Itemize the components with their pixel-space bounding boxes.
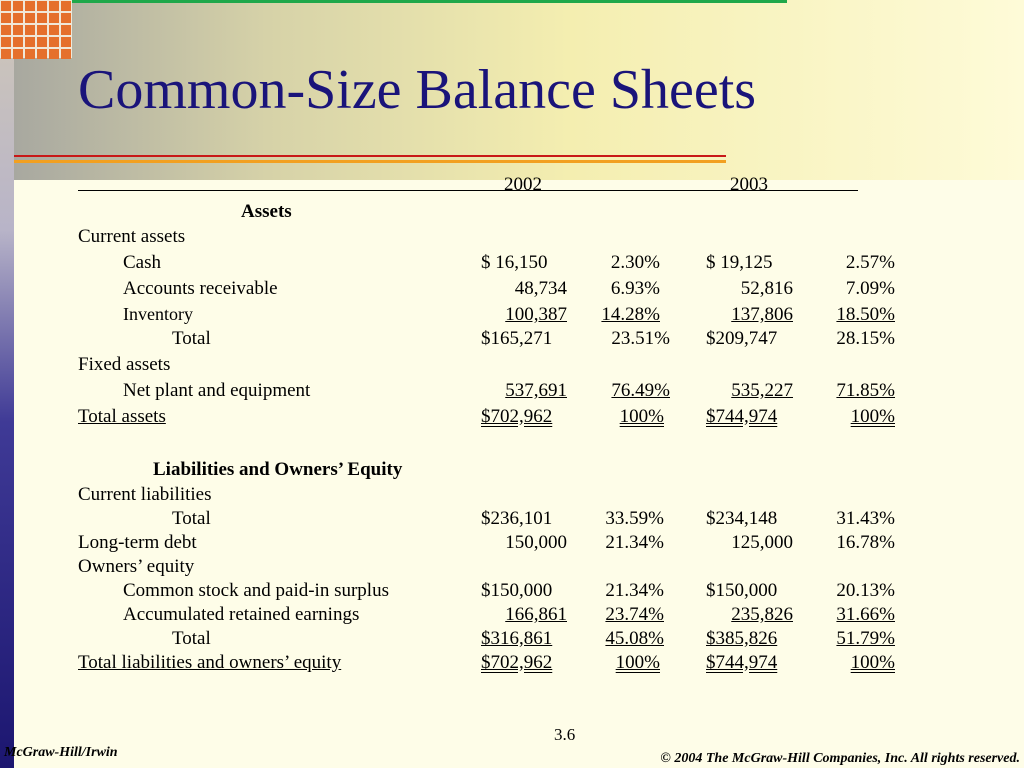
current-liabilities-total-2002-pct: 33.59% bbox=[605, 508, 664, 529]
current-assets-total-2002: $165,271 bbox=[481, 328, 553, 349]
ar-label: Accounts receivable bbox=[123, 278, 278, 299]
grid-cell bbox=[49, 25, 59, 35]
grid-cell bbox=[61, 1, 71, 11]
grid-cell bbox=[25, 1, 35, 11]
npe-2002-value: 537,691 bbox=[505, 380, 567, 401]
stock-2002-value: $150,000 bbox=[481, 580, 553, 601]
total-assets-label: Total assets bbox=[78, 406, 166, 427]
grid-decoration bbox=[0, 0, 72, 58]
grid-cell bbox=[49, 1, 59, 11]
npe-2003-value: 535,227 bbox=[731, 380, 793, 401]
ltd-label: Long-term debt bbox=[78, 532, 197, 553]
retained-2003-value: 235,826 bbox=[731, 604, 793, 625]
grid-cell bbox=[1, 13, 11, 23]
total-assets-2002-pct: 100% bbox=[619, 406, 664, 427]
npe-label: Net plant and equipment bbox=[123, 380, 311, 401]
cash-label: Cash bbox=[123, 252, 161, 273]
cash-2003-value: $ 19,125 bbox=[706, 252, 773, 273]
ar-2003-pct: 7.09% bbox=[845, 278, 895, 299]
ar-2003-value: 52,816 bbox=[740, 278, 793, 299]
current-assets-total-2003: $209,747 bbox=[706, 328, 778, 349]
total-assets-2003-pct: 100% bbox=[850, 406, 895, 427]
ltd-2002-pct: 21.34% bbox=[605, 532, 664, 553]
total-liabilities-equity-2002: $702,962 bbox=[481, 652, 553, 673]
grid-cell bbox=[61, 49, 71, 59]
grid-cell bbox=[1, 25, 11, 35]
retained-label: Accumulated retained earnings bbox=[123, 604, 360, 625]
total-liabilities-equity-2003-pct: 100% bbox=[850, 652, 895, 673]
assets-heading: Assets bbox=[241, 201, 292, 222]
grid-cell bbox=[13, 25, 23, 35]
left-accent-bar bbox=[0, 0, 14, 768]
current-liabilities-label: Current liabilities bbox=[78, 484, 212, 505]
cash-2003-pct: 2.57% bbox=[845, 252, 895, 273]
ar-2002-pct: 6.93% bbox=[610, 278, 660, 299]
grid-cell bbox=[37, 37, 47, 47]
page-number: 3.6 bbox=[554, 725, 576, 744]
title-underline-orange bbox=[14, 160, 726, 163]
grid-cell bbox=[13, 37, 23, 47]
grid-cell bbox=[1, 37, 11, 47]
owners-equity-label: Owners’ equity bbox=[78, 556, 195, 577]
inventory-2002-pct: 14.28% bbox=[601, 304, 660, 325]
grid-cell bbox=[25, 37, 35, 47]
retained-2002-value: 166,861 bbox=[505, 604, 567, 625]
current-assets-total-2003-pct: 28.15% bbox=[836, 328, 895, 349]
current-assets-total-2002-pct: 23.51% bbox=[611, 328, 670, 349]
cash-2002-pct: 2.30% bbox=[610, 252, 660, 273]
owners-equity-total-2003-pct: 51.79% bbox=[836, 628, 895, 649]
copyright-footer: © 2004 The McGraw-Hill Companies, Inc. All rights reserved. bbox=[660, 751, 1020, 766]
publisher-footer: McGraw-Hill/Irwin bbox=[4, 745, 118, 760]
liabilities-heading: Liabilities and Owners’ Equity bbox=[153, 459, 403, 480]
owners-equity-total-2002: $316,861 bbox=[481, 628, 553, 649]
grid-cell bbox=[25, 49, 35, 59]
grid-cell bbox=[61, 25, 71, 35]
ltd-2003-pct: 16.78% bbox=[836, 532, 895, 553]
grid-cell bbox=[49, 13, 59, 23]
total-liabilities-equity-2002-pct: 100% bbox=[615, 652, 660, 673]
ltd-2003-value: 125,000 bbox=[731, 532, 793, 553]
current-liabilities-total-2003-pct: 31.43% bbox=[836, 508, 895, 529]
stock-2002-pct: 21.34% bbox=[605, 580, 664, 601]
owners-equity-total-2002-pct: 45.08% bbox=[605, 628, 664, 649]
title-underline-red bbox=[14, 155, 726, 157]
slide-title: Common-Size Balance Sheets bbox=[78, 59, 757, 121]
npe-2003-pct: 71.85% bbox=[836, 380, 895, 401]
grid-cell bbox=[61, 37, 71, 47]
grid-cell bbox=[13, 1, 23, 11]
grid-cell bbox=[13, 13, 23, 23]
current-assets-label: Current assets bbox=[78, 226, 186, 247]
current-liabilities-total-2002: $236,101 bbox=[481, 508, 553, 529]
grid-cell bbox=[25, 13, 35, 23]
grid-cell bbox=[61, 13, 71, 23]
total-assets-2002: $702,962 bbox=[481, 406, 553, 427]
npe-2002-pct: 76.49% bbox=[611, 380, 670, 401]
inventory-label: Inventory bbox=[123, 304, 193, 324]
grid-cell bbox=[49, 37, 59, 47]
grid-cell bbox=[25, 25, 35, 35]
grid-cell bbox=[37, 13, 47, 23]
inventory-2003-pct: 18.50% bbox=[836, 304, 895, 325]
total-assets-2003: $744,974 bbox=[706, 406, 778, 427]
fixed-assets-label: Fixed assets bbox=[78, 354, 171, 375]
stock-label: Common stock and paid-in surplus bbox=[123, 580, 389, 601]
stock-2003-pct: 20.13% bbox=[836, 580, 895, 601]
stock-2003-value: $150,000 bbox=[706, 580, 778, 601]
owners-equity-total-2003: $385,826 bbox=[706, 628, 778, 649]
year-2003-header: 2003 bbox=[730, 174, 768, 195]
grid-cell bbox=[13, 49, 23, 59]
retained-2003-pct: 31.66% bbox=[836, 604, 895, 625]
current-liabilities-total-2003: $234,148 bbox=[706, 508, 778, 529]
inventory-2003-value: 137,806 bbox=[731, 304, 793, 325]
total-liabilities-equity-2003: $744,974 bbox=[706, 652, 778, 673]
grid-cell bbox=[1, 49, 11, 59]
current-assets-total-label: Total bbox=[172, 328, 211, 349]
ar-2002-value: 48,734 bbox=[514, 278, 567, 299]
grid-cell bbox=[37, 49, 47, 59]
grid-cell bbox=[49, 49, 59, 59]
cash-2002-value: $ 16,150 bbox=[481, 252, 548, 273]
ltd-2002-value: 150,000 bbox=[505, 532, 567, 553]
current-liabilities-total-label: Total bbox=[172, 508, 211, 529]
top-accent-line bbox=[72, 0, 787, 3]
total-liabilities-equity-label: Total liabilities and owners’ equity bbox=[78, 652, 342, 673]
grid-cell bbox=[1, 1, 11, 11]
retained-2002-pct: 23.74% bbox=[605, 604, 664, 625]
year-2002-header: 2002 bbox=[504, 174, 542, 195]
grid-cell bbox=[37, 1, 47, 11]
owners-equity-total-label: Total bbox=[172, 628, 211, 649]
grid-cell bbox=[37, 25, 47, 35]
inventory-2002-value: 100,387 bbox=[505, 304, 567, 325]
